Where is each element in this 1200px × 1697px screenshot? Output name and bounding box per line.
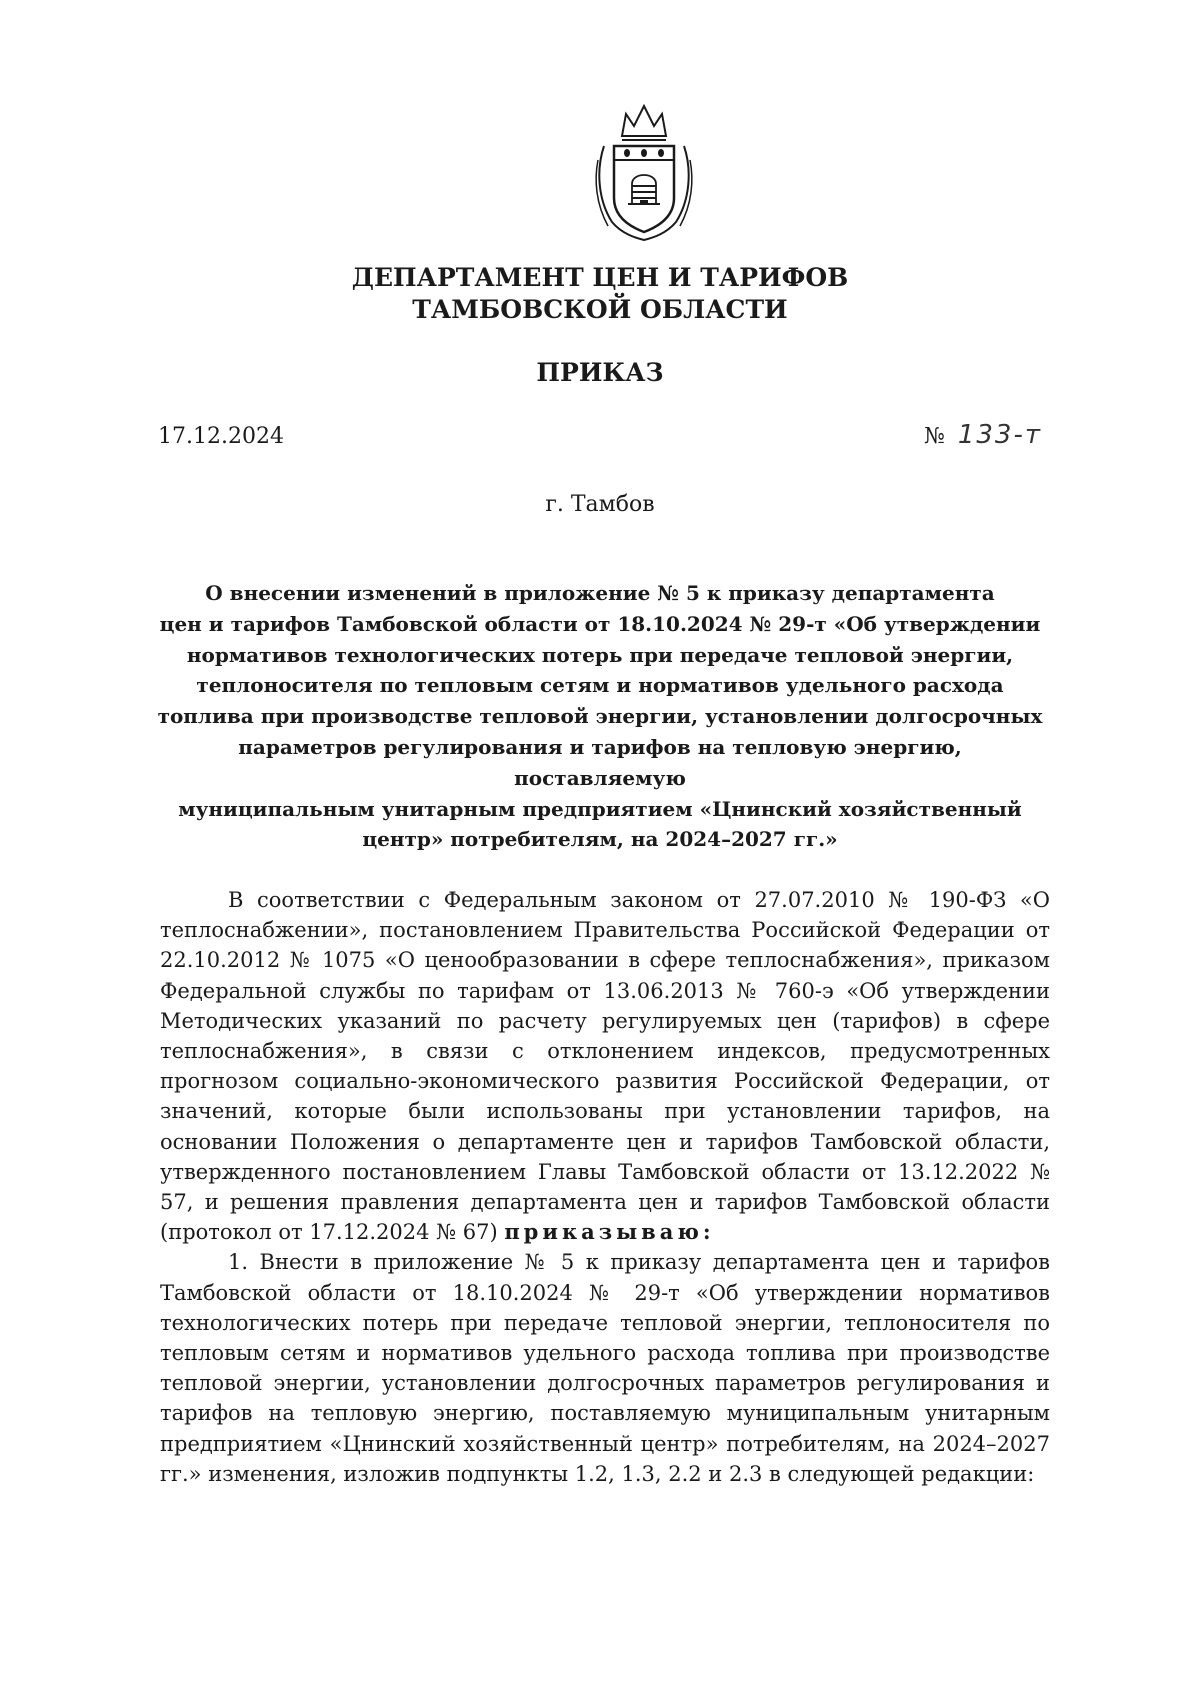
subject-line: параметров регулирования и тарифов на тепловую энергию, поставляемую <box>238 734 962 790</box>
order-number <box>924 420 1042 450</box>
order-body <box>160 885 1050 1489</box>
tambov-coat-of-arms-icon <box>592 100 696 242</box>
document-type: ПРИКАЗ <box>536 358 664 387</box>
order-keyword: приказываю: <box>504 1219 715 1245</box>
subject-line: нормативов технологических потерь при передаче тепловой энергии, <box>186 642 1014 667</box>
department-name-line1: ДЕПАРТАМЕНТ ЦЕН И ТАРИФОВ <box>351 263 849 292</box>
subject-line: топлива при производстве тепловой энергии, установлении долгосрочных <box>157 704 1043 729</box>
subject-line: цен и тарифов Тамбовской области от 18.10.2024 № 29-т «Об утверждении <box>159 611 1041 636</box>
date-number-row <box>158 420 1042 460</box>
order-date: 17.12.2024 <box>158 424 284 449</box>
preamble-text: В соответствии с Федеральным законом от 27.07.2010 № 190-ФЗ «О теплоснабжении», постановлением Правительства Российской Федерации от 22.10.2012 № 1075 «О ценообразовании в сфере теплоснабжения», приказом Федеральной службы по тарифам от 13.06.2013 № 760-э «Об утверждении Методических указаний по расчету регулируемых цен (тарифов) в сфере теплоснабжения», в связи с отклонением индексов, предусмотренных прогнозом социально-экономического развития Российской Федерации, от значений, которые были использованы при установлении тарифов, на основании Положения о департаменте цен и тарифов Тамбовской области, утвержденного постановлением Главы Тамбовской области от 13.12.2022 № 57, и решения правления департамента цен и тарифов Тамбовской области (протокол от 17.12.2024 № 67) <box>160 888 1050 1245</box>
subject-line: центр» потребителям, на 2024–2027 гг.» <box>362 827 838 852</box>
order-subject <box>150 578 1050 855</box>
subject-line: О внесении изменений в приложение № 5 к приказу департамента <box>205 581 995 605</box>
city: г. Тамбов <box>545 492 655 517</box>
clause-1-paragraph: 1. Внести в приложение № 5 к приказу департамента цен и тарифов Тамбовской области от 18.10.2024 № 29-т «Об утверждении нормативов технологических потерь при передаче тепловой энергии, теплоносителя по тепловым сетям и нормативов удельного расхода топлива при производстве тепловой энергии, установлении долгосрочных параметров регулирования и тарифов на тепловую энергию, поставляемую муниципальным унитарным предприятием «Цнинский хозяйственный центр» потребителям, на 2024–2027 гг.» изменения, изложив подпункты 1.2, 1.3, 2.2 и 2.3 в следующей редакции: <box>160 1250 1050 1486</box>
department-name-line2: ТАМБОВСКОЙ ОБЛАСТИ <box>412 295 788 324</box>
handwritten-number: 133-т <box>957 420 1042 450</box>
subject-line: теплоносителя по тепловым сетям и нормативов удельного расхода <box>196 673 1004 698</box>
number-sign: № <box>924 424 945 449</box>
preamble-paragraph <box>160 885 1050 1247</box>
subject-line: муниципальным унитарным предприятием «Цнинский хозяйственный <box>178 796 1022 821</box>
department-name <box>0 262 1200 326</box>
